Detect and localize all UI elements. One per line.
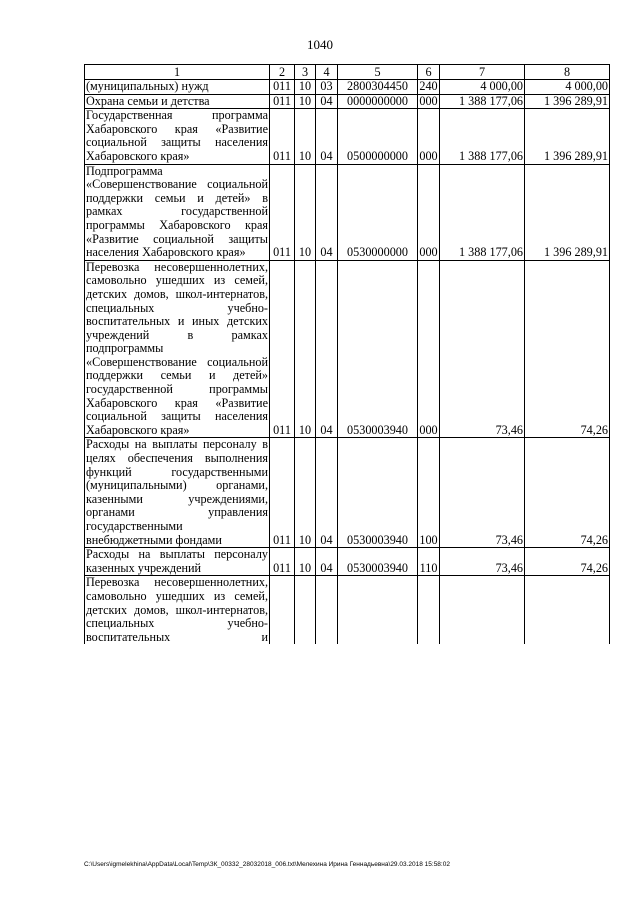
cell-target-article: 0000000000 <box>338 94 418 109</box>
column-header: 6 <box>418 65 440 80</box>
cell-amount-col7: 4 000,00 <box>440 80 525 95</box>
row-name: Перевозка несовершеннолетних, самовольно ушедших из семей, детских домов, школ-интернатов, специальных учебно-воспитательных и <box>86 575 268 644</box>
table-row <box>85 576 610 644</box>
cell-amount-col7: 73,46 <box>440 438 525 548</box>
cell-amount-col7: 1 388 177,06 <box>440 109 525 164</box>
table-row <box>85 548 610 576</box>
table-row <box>85 80 610 95</box>
cell-target-article: 0500000000 <box>338 109 418 164</box>
cell-admin-code: 011 <box>270 94 295 109</box>
column-header: 3 <box>295 65 316 80</box>
cell-expense-type: 100 <box>418 438 440 548</box>
cell-expense-type: 000 <box>419 94 438 108</box>
cell-section: 10 <box>295 109 316 164</box>
cell-expense-type: 110 <box>418 548 440 576</box>
cell-target-article <box>338 576 418 644</box>
cell-subsection: 04 <box>316 438 338 548</box>
cell-subsection: 04 <box>316 164 338 260</box>
cell-section: 10 <box>295 438 316 548</box>
table-row <box>85 164 610 260</box>
row-name: Перевозка несовершеннолетних, самовольно ушедших из семей, детских домов, школ-интернатов, специальных учебно-воспитательных и иных детских учреждений в рамках подпрограммы «Совершенствование социальной поддержки семьи и детей» государственной программы Хабаровского края «Развитие социальной защиты населения Хабаровского края» <box>86 260 268 437</box>
table-row <box>85 94 610 109</box>
cell-amount-col8: 74,26 <box>525 438 610 548</box>
cell-amount-col8 <box>525 576 610 644</box>
page-number: 1040 <box>307 37 333 52</box>
cell-target-article: 0530003940 <box>338 438 418 548</box>
cell-amount-col7 <box>440 576 525 644</box>
cell-amount-col7: 1 388 177,06 <box>440 164 525 260</box>
budget-table <box>84 64 610 644</box>
cell-expense-type: 000 <box>418 109 440 164</box>
cell-expense-type <box>418 576 440 644</box>
cell-target-article: 0530000000 <box>338 164 418 260</box>
column-header: 5 <box>338 65 418 80</box>
table-header-row <box>85 65 610 80</box>
cell-subsection: 04 <box>316 109 338 164</box>
cell-expense-type: 240 <box>419 79 438 93</box>
cell-section <box>295 576 316 644</box>
column-header: 7 <box>440 65 525 80</box>
cell-amount-col8: 74,26 <box>525 260 610 438</box>
cell-admin-code: 011 <box>270 260 295 438</box>
table-row <box>85 109 610 164</box>
cell-amount-col8: 1 396 289,91 <box>525 109 610 164</box>
column-header: 4 <box>316 65 338 80</box>
cell-admin-code: 011 <box>270 548 295 576</box>
cell-amount-col8: 74,26 <box>525 548 610 576</box>
cell-amount-col7: 73,46 <box>440 260 525 438</box>
cell-admin-code: 011 <box>270 438 295 548</box>
cell-expense-type: 000 <box>418 164 440 260</box>
cell-target-article: 0530003940 <box>338 548 418 576</box>
cell-amount-col8: 1 396 289,91 <box>525 94 610 109</box>
column-header: 8 <box>525 65 610 80</box>
cell-amount-col8: 1 396 289,91 <box>525 164 610 260</box>
cell-amount-col8: 4 000,00 <box>525 80 610 95</box>
cell-section: 10 <box>295 80 316 95</box>
cell-section: 10 <box>295 260 316 438</box>
cell-admin-code: 011 <box>270 80 295 95</box>
row-name: Государственная программа Хабаровского края «Развитие социальной защиты населения Хабаровского края» <box>86 108 268 163</box>
cell-subsection: 03 <box>316 80 338 95</box>
cell-subsection: 04 <box>316 260 338 438</box>
cell-admin-code: 011 <box>270 164 295 260</box>
cell-subsection <box>316 576 338 644</box>
cell-subsection: 04 <box>316 94 338 109</box>
cell-amount-col7: 73,46 <box>440 548 525 576</box>
column-header: 2 <box>270 65 295 80</box>
table-row <box>85 438 610 548</box>
column-header: 1 <box>85 65 270 80</box>
cell-section: 10 <box>295 94 316 109</box>
cell-section: 10 <box>295 548 316 576</box>
row-name: Подпрограмма «Совершенствование социальной поддержки семьи и детей» в рамках государственной программы Хабаровского края «Развитие социальной защиты населения Хабаровского края» <box>86 164 268 260</box>
row-name: Охрана семьи и детства <box>85 94 270 109</box>
row-name: (муниципальных) нужд <box>85 80 270 95</box>
cell-admin-code <box>270 576 295 644</box>
cell-amount-col7: 1 388 177,06 <box>440 94 525 109</box>
cell-expense-type: 000 <box>418 260 440 438</box>
cell-admin-code: 011 <box>270 109 295 164</box>
row-name: Расходы на выплаты персоналу в целях обеспечения выполнения функций государственными (муниципальными) органами, казенными учреждениями, органами управления государственными внебюджетными фондами <box>86 437 268 547</box>
footer-file-path: C:\Users\igmelekhina\AppData\Local\Temp\ЗК_00332_28032018_006.txt\Мелехина Ирина Геннадьевна\29.03.2018 15:58:02 <box>84 861 450 868</box>
cell-subsection: 04 <box>316 548 338 576</box>
cell-target-article: 0530003940 <box>338 260 418 438</box>
table-row <box>85 260 610 438</box>
cell-target-article: 2800304450 <box>338 80 418 95</box>
row-name: Расходы на выплаты персоналу казенных учреждений <box>86 547 268 575</box>
cell-section: 10 <box>295 164 316 260</box>
